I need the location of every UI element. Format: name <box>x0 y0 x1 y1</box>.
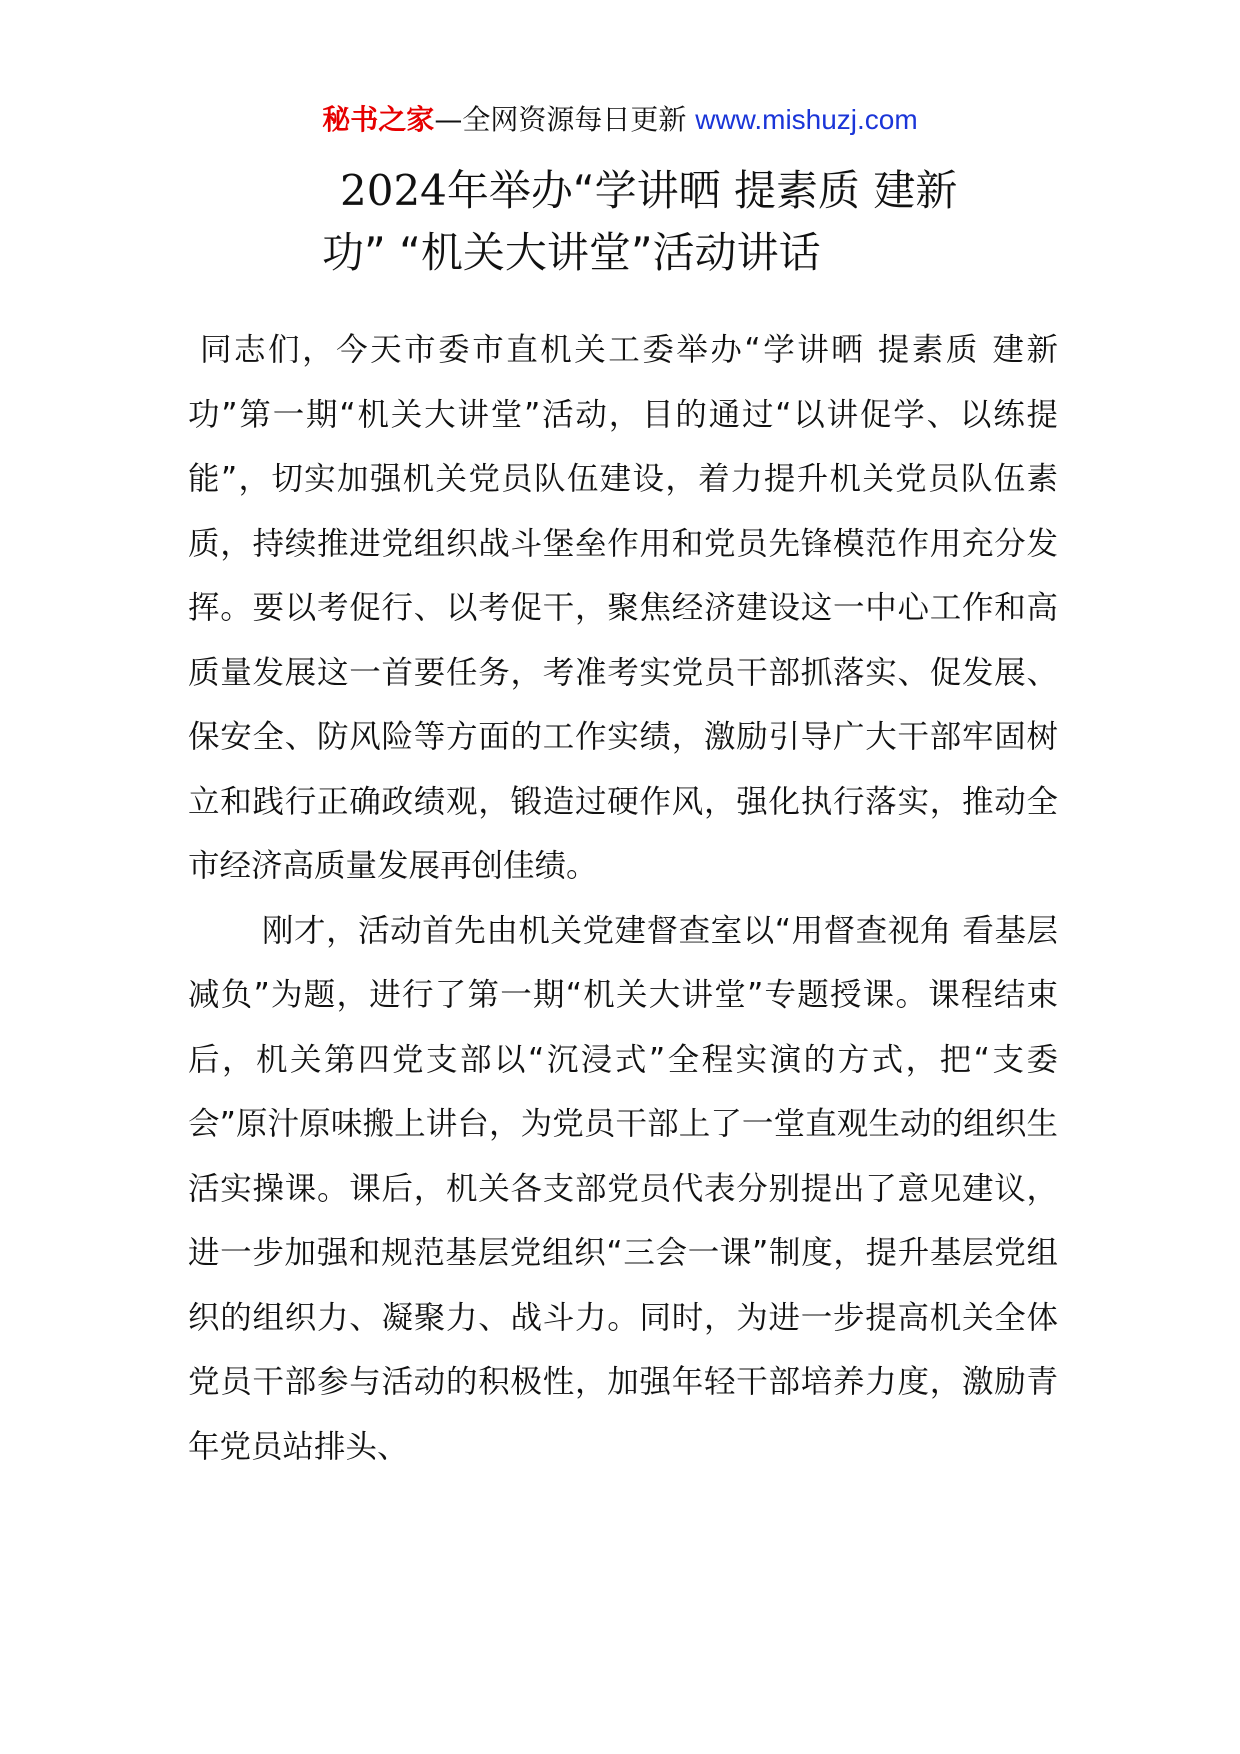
document-body <box>188 318 1058 1479</box>
brand-name: 秘书之家 <box>322 103 435 136</box>
body-paragraph: 同志们，今天市委市直机关工委举办“学讲晒 提素质 建新功”第一期“机关大讲堂”活动，目的通过“以讲促学、以练提能”，切实加强机关党员队伍建设，着力提升机关党员队伍素质，持续推进党组织战斗堡垒作用和党员先锋模范作用充分发挥。要以考促行、以考促干，聚焦经济建设这一中心工作和高质量发展这一首要任务，考准考实党员干部抓落实、促发展、保安全、防风险等方面的工作实绩，激励引导广大干部牢固树立和践行正确政绩观，锻造过硬作风，强化执行落实，推动全市经济高质量发展再创佳绩。 <box>188 332 1058 884</box>
title-line-2: 功” “机关大讲堂”活动讲话 <box>322 228 821 277</box>
body-paragraph: 刚才，活动首先由机关党建督查室以“用督查视角 看基层减负”为题，进行了第一期“机关大讲堂”专题授课。课程结束后，机关第四党支部以“沉浸式”全程实演的方式，把“支委会”原汁原味搬上讲台，为党员干部上了一堂直观生动的组织生活实操课。课后，机关各支部党员代表分别提出了意见建议，进一步加强和规范基层党组织“三会一课”制度，提升基层党组织的组织力、凝聚力、战斗力。同时，为进一步提高机关全体党员干部参与活动的积极性，加强年轻干部培养力度，激励青年党员站排头、 <box>188 912 1058 1465</box>
header-slogan: —全网资源每日更新 <box>434 103 696 136</box>
site-url-link[interactable]: www.mishuzj.com <box>695 104 918 135</box>
site-header <box>0 100 1240 140</box>
title-line-1-text: 年举办“学讲晒 提素质 建新 <box>446 166 958 215</box>
title-line-1 <box>300 160 1060 222</box>
document-title <box>300 160 1060 284</box>
title-year: 2024 <box>340 166 447 215</box>
